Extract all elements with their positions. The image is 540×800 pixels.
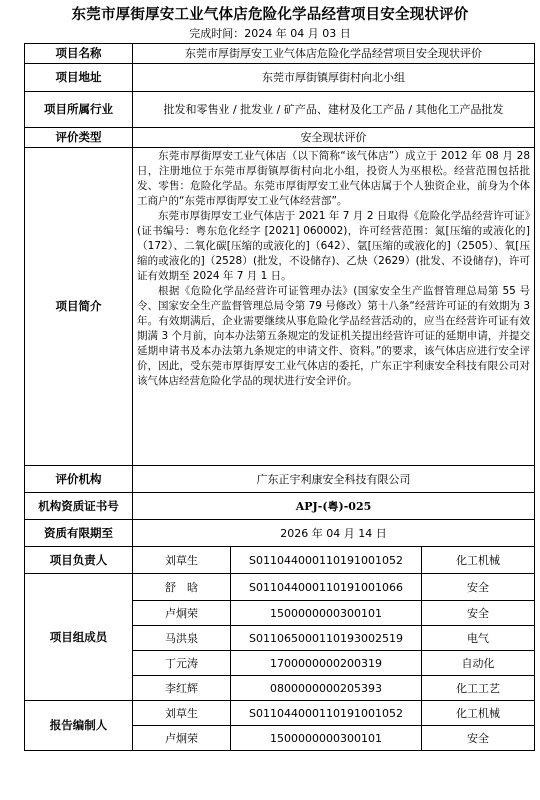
leader-cert: S011044000110191001052 bbox=[231, 547, 422, 574]
row-summary bbox=[25, 148, 535, 466]
member-major: 安全 bbox=[422, 601, 535, 626]
row-eval-type bbox=[25, 128, 535, 148]
value-summary bbox=[133, 148, 535, 466]
label-authors: 报告编制人 bbox=[25, 701, 133, 751]
member-cert: 1500000000300101 bbox=[231, 601, 422, 626]
value-agency: 广东正宇利康安全科技有限公司 bbox=[133, 466, 535, 493]
member-name: 丁元涛 bbox=[133, 651, 231, 676]
row-project-address bbox=[25, 64, 535, 92]
author-name: 卢炯荣 bbox=[133, 726, 231, 751]
label-eval-type: 评价类型 bbox=[25, 128, 133, 148]
member-name: 卢炯荣 bbox=[133, 601, 231, 626]
label-project-address: 项目地址 bbox=[25, 64, 133, 92]
row-agency bbox=[25, 466, 535, 493]
leader-name: 刘草生 bbox=[133, 547, 231, 574]
label-cert-valid: 资质有限期至 bbox=[25, 520, 133, 547]
member-major: 化工工艺 bbox=[422, 676, 535, 701]
value-project-address: 东莞市厚街镇厚街村向北小组 bbox=[133, 64, 535, 92]
summary-paragraph: 东莞市厚街厚安工业气体店于 2021 年 7 月 2 日取得《危险化学品经营许可证》(证书编号：粤东危化经字 [2021] 060002)，许可经营范围：氮[压缩的或液化的]（172）、二氧化碳[压缩的或液化的]（642）、氩[压缩的或液化的]（2505）、氧[压缩的或液化的]（2528）(批发，不设储存)、乙炔（2629）(批发、不设储存)，许可证有效期至 2024 年 7 月 1 日。 bbox=[137, 210, 531, 282]
author-major: 安全 bbox=[422, 726, 535, 751]
author-cert: 1500000000300101 bbox=[231, 726, 422, 751]
value-industry: 批发和零售业 / 批发业 / 矿产品、建材及化工产品 / 其他化工产品批发 bbox=[133, 92, 535, 128]
value-eval-type: 安全现状评价 bbox=[133, 128, 535, 148]
completion-date: 完成时间：2024 年 04 月 03 日 bbox=[189, 27, 351, 40]
value-cert-valid: 2026 年 04 月 14 日 bbox=[133, 520, 535, 547]
member-name: 马洪泉 bbox=[133, 626, 231, 651]
label-agency: 评价机构 bbox=[25, 466, 133, 493]
summary-paragraph: 根据《危险化学品经营许可证管理办法》(国家安全生产监督管理总局第 55 号令、国家安全生产监督管理总局令第 79 号修改）第十八条“经营许可证的有效期为 3 年。有效期满后，企业需要继续从事危险化学品经营活动的，应当在经营许可证有效期满 3 个月前，向本办法第五条规定的发证机关提出经营许可证的延期申请，并提交延期申请书及本办法第九条规定的申请文件、资料。”的要求，该气体店应进行安全评价，因此，受东莞市厚街厚安工业气体店的委托，广东正宇利康安全科技有限公司对该气体店经营危险化学品的现状进行安全评价。 bbox=[137, 285, 531, 387]
member-major: 电气 bbox=[422, 626, 535, 651]
label-project-name: 项目名称 bbox=[25, 44, 133, 64]
label-summary: 项目简介 bbox=[25, 148, 133, 466]
leader-major: 化工机械 bbox=[422, 547, 535, 574]
summary-paragraph: 东莞市厚街厚安工业气体店（以下简称“该气体店”）成立于 2012 年 08 月 28 日，注册地位于东莞市厚街镇厚街村向北小组，投资人为巫根松。经营范围包括批发、零售：危险化学品。东莞市厚街厚安工业气体店属于个人独资企业，前身为个体工商户的“东莞市厚街厚安工业气体经营部”。 bbox=[137, 150, 531, 207]
member-cert: S011065000110193002519 bbox=[231, 626, 422, 651]
member-row bbox=[25, 574, 535, 601]
member-cert: S011044000110191001066 bbox=[231, 574, 422, 601]
author-major: 化工机械 bbox=[422, 701, 535, 726]
page-title: 东莞市厚街厚安工业气体店危险化学品经营项目安全现状评价 bbox=[71, 7, 469, 23]
member-major: 自动化 bbox=[422, 651, 535, 676]
row-industry bbox=[25, 92, 535, 128]
label-leader: 项目负责人 bbox=[25, 547, 133, 574]
author-row bbox=[25, 701, 535, 726]
author-name: 刘草生 bbox=[133, 701, 231, 726]
label-cert-no: 机构资质证书号 bbox=[25, 493, 133, 520]
member-name: 李红辉 bbox=[133, 676, 231, 701]
value-project-name: 东莞市厚街厚安工业气体店危险化学品经营项目安全现状评价 bbox=[133, 44, 535, 64]
row-leader bbox=[25, 547, 535, 574]
label-industry: 项目所属行业 bbox=[25, 92, 133, 128]
member-cert: 0800000000205393 bbox=[231, 676, 422, 701]
info-table bbox=[24, 43, 535, 751]
value-cert-no: APJ-(粤)-025 bbox=[133, 493, 535, 520]
author-cert: S011044000110191001052 bbox=[231, 701, 422, 726]
row-project-name bbox=[25, 44, 535, 64]
row-cert-valid bbox=[25, 520, 535, 547]
member-name: 舒 晗 bbox=[133, 574, 231, 601]
member-major: 安全 bbox=[422, 574, 535, 601]
label-members: 项目组成员 bbox=[25, 574, 133, 701]
row-cert-no bbox=[25, 493, 535, 520]
member-cert: 1700000000200319 bbox=[231, 651, 422, 676]
